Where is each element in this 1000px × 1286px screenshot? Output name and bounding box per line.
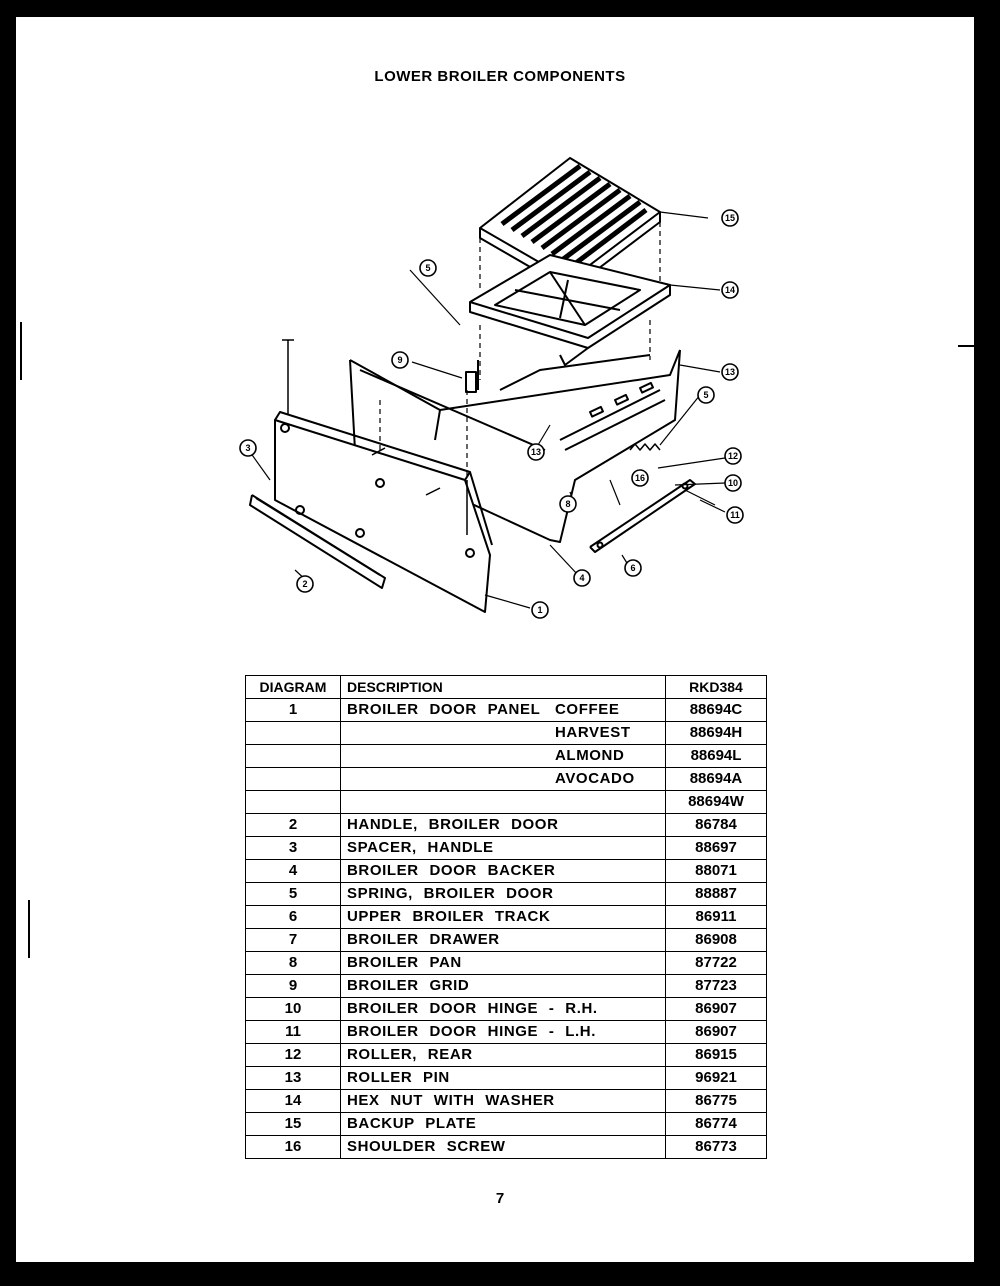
- description-text: UPPER BROILER TRACK: [347, 908, 551, 925]
- table-row: [246, 745, 767, 768]
- description-cell: [341, 1067, 666, 1090]
- table-row: [246, 1113, 767, 1136]
- diagram-number-cell: 16: [246, 1136, 341, 1159]
- part-number-cell: 86774: [666, 1113, 767, 1136]
- header-model: RKD384: [666, 676, 767, 699]
- part-number-cell: 88697: [666, 837, 767, 860]
- door-spring-drawing: [630, 444, 660, 450]
- diagram-number-cell: [246, 745, 341, 768]
- description-cell: [341, 745, 666, 768]
- callout-text: 13: [530, 447, 542, 457]
- description-text: ROLLER PIN: [347, 1069, 450, 1086]
- callout-text: 3: [245, 443, 251, 453]
- callout-labels: [240, 210, 743, 618]
- table-row: [246, 975, 767, 998]
- description-cell: [341, 952, 666, 975]
- part-number-cell: 86775: [666, 1090, 767, 1113]
- description-cell: [341, 791, 666, 814]
- description-cell: [341, 975, 666, 998]
- description-cell: [341, 814, 666, 837]
- diagram-number-cell: 5: [246, 883, 341, 906]
- part-number-cell: 86908: [666, 929, 767, 952]
- diagram-number-cell: [246, 791, 341, 814]
- table-row: [246, 791, 767, 814]
- part-number-cell: 88694H: [666, 722, 767, 745]
- diagram-number-cell: 6: [246, 906, 341, 929]
- callout-text: 5: [703, 390, 709, 400]
- part-number-cell: 88694C: [666, 699, 767, 722]
- table-row: [246, 952, 767, 975]
- diagram-number-cell: 14: [246, 1090, 341, 1113]
- diagram-number-cell: 12: [246, 1044, 341, 1067]
- table-row: [246, 929, 767, 952]
- description-cell: [341, 1136, 666, 1159]
- description-cell: [341, 1113, 666, 1136]
- description-text: HEX NUT WITH WASHER: [347, 1092, 555, 1109]
- part-number-cell: 87722: [666, 952, 767, 975]
- description-text: HANDLE, BROILER DOOR: [347, 816, 559, 833]
- callout-text: 12: [727, 451, 739, 461]
- part-number-cell: 96921: [666, 1067, 767, 1090]
- description-cell: [341, 906, 666, 929]
- table-row: [246, 883, 767, 906]
- part-number-cell: 86907: [666, 998, 767, 1021]
- color-variant-text: HARVEST: [555, 724, 631, 741]
- description-cell: [341, 1021, 666, 1044]
- table-row: [246, 768, 767, 791]
- description-cell: [341, 722, 666, 745]
- parts-table: [245, 675, 767, 1159]
- diagram-number-cell: 11: [246, 1021, 341, 1044]
- part-number-cell: 88887: [666, 883, 767, 906]
- callout-text: 2: [302, 579, 308, 589]
- description-text: BROILER GRID: [347, 977, 470, 994]
- diagram-number-cell: 3: [246, 837, 341, 860]
- page-number: 7: [495, 1190, 505, 1207]
- description-text: BROILER DOOR BACKER: [347, 862, 556, 879]
- header-description: DESCRIPTION: [341, 676, 666, 699]
- diagram-number-cell: 13: [246, 1067, 341, 1090]
- description-cell: [341, 860, 666, 883]
- color-variant-text: COFFEE: [555, 701, 620, 718]
- callout-text: 14: [724, 285, 736, 295]
- diagram-number-cell: 10: [246, 998, 341, 1021]
- table-row: [246, 860, 767, 883]
- callout-text: 5: [425, 263, 431, 273]
- description-cell: [341, 768, 666, 791]
- table-row: [246, 1067, 767, 1090]
- part-number-cell: 86911: [666, 906, 767, 929]
- part-number-cell: 88694L: [666, 745, 767, 768]
- description-text: SPACER, HANDLE: [347, 839, 494, 856]
- description-text: BACKUP PLATE: [347, 1115, 477, 1132]
- description-text: SHOULDER SCREW: [347, 1138, 506, 1155]
- part-number-cell: 88694A: [666, 768, 767, 791]
- table-row: [246, 998, 767, 1021]
- callout-text: 10: [727, 478, 739, 488]
- description-cell: [341, 1044, 666, 1067]
- part-number-cell: 86915: [666, 1044, 767, 1067]
- description-text: BROILER DOOR PANEL: [347, 701, 541, 718]
- callout-text: 9: [397, 355, 403, 365]
- part-number-cell: 87723: [666, 975, 767, 998]
- diagram-number-cell: 8: [246, 952, 341, 975]
- page-title: LOWER BROILER COMPONENTS: [374, 68, 626, 85]
- description-text: SPRING, BROILER DOOR: [347, 885, 554, 902]
- description-cell: [341, 929, 666, 952]
- description-text: ROLLER, REAR: [347, 1046, 473, 1063]
- part-number-cell: 86784: [666, 814, 767, 837]
- table-row: [246, 1136, 767, 1159]
- table-row: [246, 1090, 767, 1113]
- description-cell: [341, 837, 666, 860]
- callout-text: 16: [634, 473, 646, 483]
- description-text: BROILER PAN: [347, 954, 462, 971]
- diagram-number-cell: 4: [246, 860, 341, 883]
- description-text: BROILER DOOR HINGE - R.H.: [347, 1000, 598, 1017]
- table-row: [246, 722, 767, 745]
- description-cell: [341, 883, 666, 906]
- color-variant-text: AVOCADO: [555, 770, 635, 787]
- diagram-number-cell: [246, 768, 341, 791]
- callout-text: 11: [730, 510, 740, 520]
- scan-mark: [28, 900, 30, 958]
- description-cell: [341, 699, 666, 722]
- table-row: [246, 906, 767, 929]
- diagram-number-cell: 15: [246, 1113, 341, 1136]
- description-text: BROILER DRAWER: [347, 931, 500, 948]
- diagram-number-cell: 7: [246, 929, 341, 952]
- callout-text: 13: [724, 367, 736, 377]
- description-cell: [341, 998, 666, 1021]
- table-header-row: [246, 676, 767, 699]
- table-row: [246, 699, 767, 722]
- callout-numbers: [245, 213, 739, 615]
- diagram-number-cell: 9: [246, 975, 341, 998]
- broiler-pan-drawing: [470, 255, 670, 365]
- diagram-number-cell: [246, 722, 341, 745]
- parts-table-body: [246, 699, 767, 1159]
- part-number-cell: 88071: [666, 860, 767, 883]
- scan-mark: [20, 322, 22, 380]
- table-row: [246, 837, 767, 860]
- upper-track-drawing: [590, 480, 695, 552]
- description-text: BROILER DOOR HINGE - L.H.: [347, 1023, 596, 1040]
- description-cell: [341, 1090, 666, 1113]
- header-diagram: DIAGRAM: [246, 676, 341, 699]
- part-number-cell: 88694W: [666, 791, 767, 814]
- scan-mark: [958, 345, 988, 347]
- callout-text: 8: [565, 499, 571, 509]
- callout-text: 6: [630, 563, 636, 573]
- exploded-parts-diagram: [230, 150, 790, 620]
- diagram-number-cell: 1: [246, 699, 341, 722]
- color-variant-text: ALMOND: [555, 747, 625, 764]
- table-row: [246, 1021, 767, 1044]
- table-row: [246, 1044, 767, 1067]
- diagram-number-cell: 2: [246, 814, 341, 837]
- part-number-cell: 86907: [666, 1021, 767, 1044]
- part-number-cell: 86773: [666, 1136, 767, 1159]
- callout-text: 1: [537, 605, 543, 615]
- table-row: [246, 814, 767, 837]
- callout-text: 15: [724, 213, 736, 223]
- callout-text: 4: [579, 573, 585, 583]
